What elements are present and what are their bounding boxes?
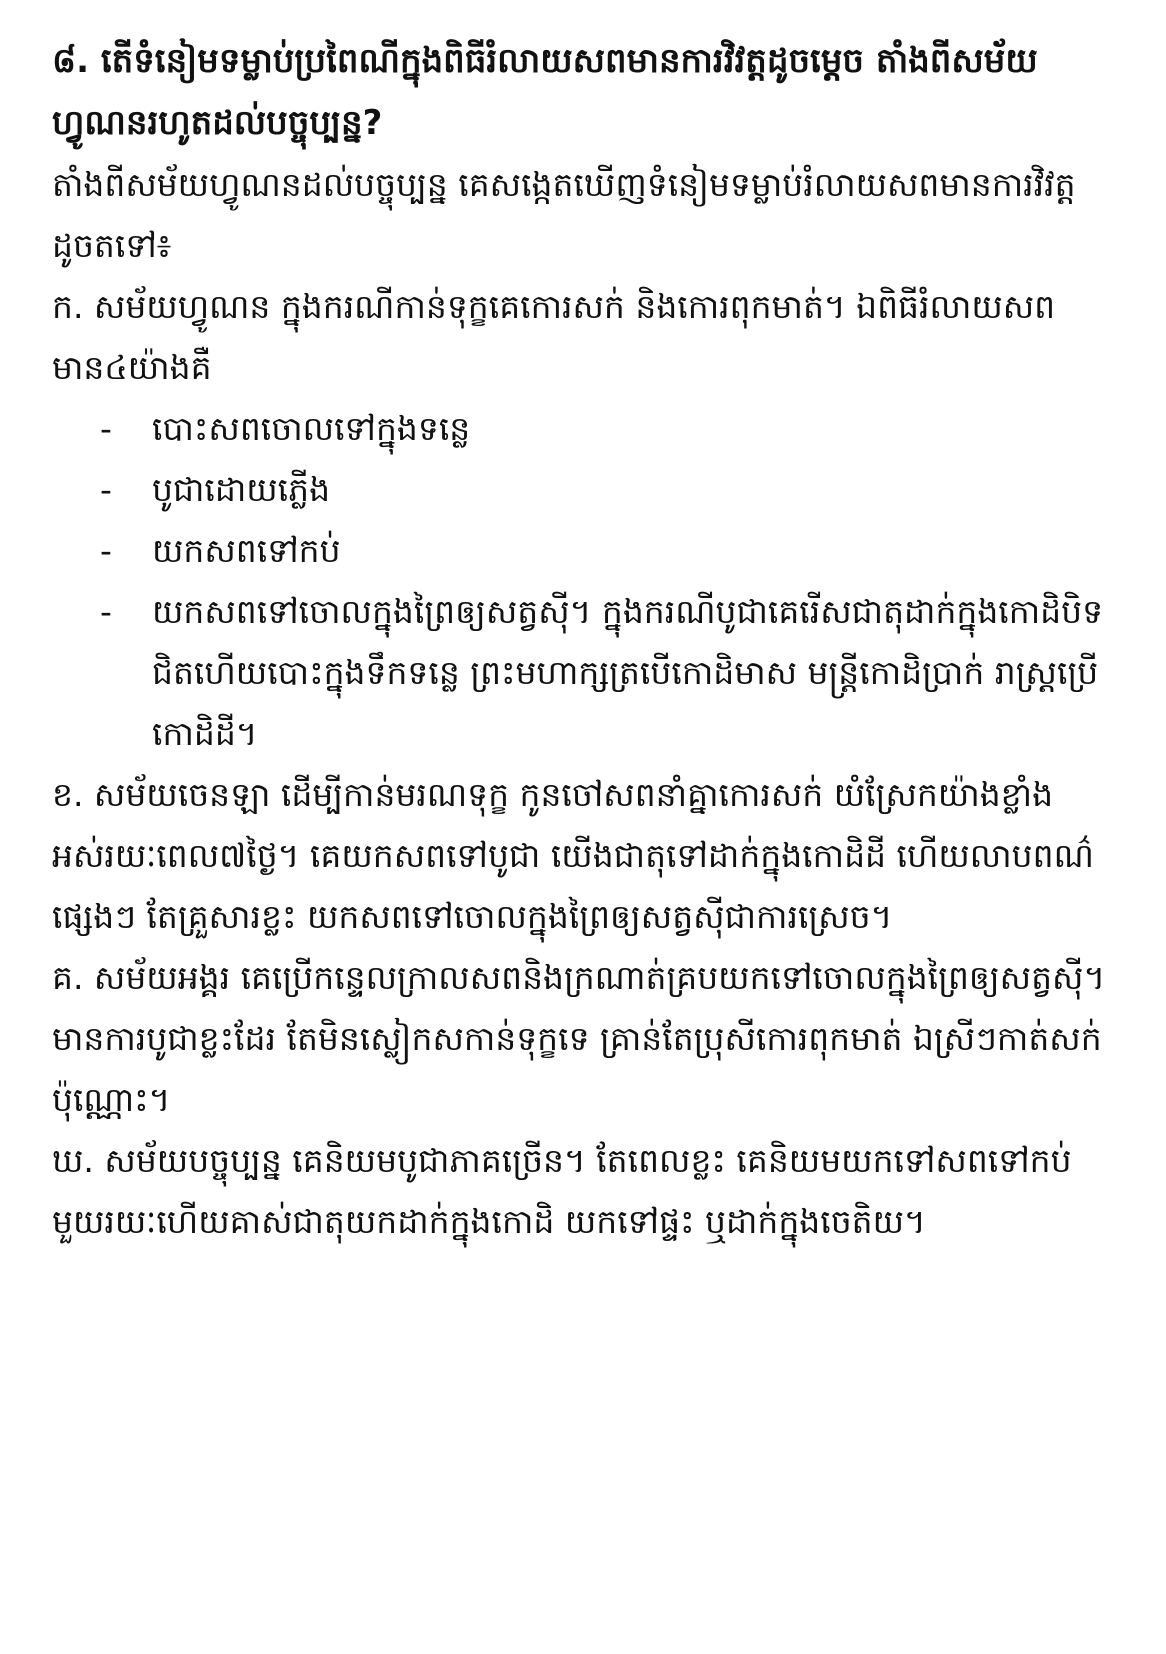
list-item-text: បោះសពចោលទៅក្នុងទន្លេ — [152, 409, 471, 448]
intro-paragraph: តាំងពីសម័យហ្វូណនដល់បច្ចុប្បន្ន គេសង្កេតឃើញទំនៀមទម្លាប់រំលាយសពមានការវិវត្តដូចតទៅ៖ — [52, 165, 1076, 265]
question-heading: ៨. តើទំនៀមទម្លាប់ប្រពៃណីក្នុងពិធីរំលាយសពមានការវិវត្តដូចម្ដេច តាំងពីសម័យហ្វូណនរហូតដល់បច្ចុប្បន្ន? — [52, 41, 1038, 143]
list-item-text: បូជាដោយភ្លើង — [152, 470, 331, 509]
list-item — [52, 459, 1114, 520]
section-chenla: ខ. សម័យចេនឡា ដើម្បីកាន់មរណទុក្ខ កូនចៅសពនាំគ្នាកោរសក់ យំស្រែកយ៉ាងខ្លាំងអស់រយៈពេល៧ថ្ងៃ។ គេយកសពទៅបូជា យើងជាតុទៅដាក់ក្នុងកោដិដី ហើយលាបពណ៌ផ្សេងៗ តែគ្រួសារខ្លះ យកសពទៅចោលក្នុងព្រៃឲ្យសត្វស៊ីជាការស្រេច។ — [52, 775, 1094, 936]
bullet-marker: - — [100, 531, 112, 570]
funan-practices-list — [52, 398, 1114, 764]
bullet-marker: - — [100, 470, 112, 509]
bullet-marker: - — [100, 592, 112, 631]
list-item — [52, 520, 1114, 581]
section-funan: ក. សម័យហ្វូណន ក្នុងករណីកាន់ទុក្ខគេកោរសក់ និងកោរពុកមាត់។ ឯពិធីរំលាយសពមាន៤យ៉ាងគឺ — [52, 287, 1056, 387]
list-item-text: យកសពទៅកប់ — [152, 531, 341, 570]
bullet-marker: - — [100, 409, 112, 448]
document-page — [52, 30, 1114, 1252]
section-present: ឃ. សម័យបច្ចុប្បន្ន គេនិយមបូជាភាគច្រើន។ តែពេលខ្លះ គេនិយមយកទៅសពទៅកប់មួយរយៈហើយគាស់ជាតុយកដាក់ក្នុងកោដិ យកទៅផ្ទះ ឬដាក់ក្នុងចេតិយ។ — [52, 1141, 1072, 1241]
section-angkor: គ. សម័យអង្គរ គេប្រើកន្ទេលក្រាលសពនិងក្រណាត់គ្របយកទៅចោលក្នុងព្រៃឲ្យសត្វស៊ី។ មានការបូជាខ្លះដែរ តែមិនស្លៀកសកាន់ទុក្ខទេ គ្រាន់តែប្រុសីកោរពុកមាត់ ឯស្រីៗកាត់សក់ប៉ុណ្ណោះ។ — [52, 958, 1106, 1119]
list-item — [52, 398, 1114, 459]
list-item-text: យកសពទៅចោលក្នុងព្រៃឲ្យសត្វស៊ី។ ក្នុងករណីបូជាគេរើសជាតុដាក់ក្នុងកោដិបិទជិតហើយបោះក្នុងទឹកទន្លេ ព្រះមហាក្សត្របើកោដិមាស មន្ត្រីកោដិប្រាក់ រាស្ត្រប្រើកោដិដី។ — [152, 592, 1104, 753]
list-item — [52, 581, 1114, 764]
